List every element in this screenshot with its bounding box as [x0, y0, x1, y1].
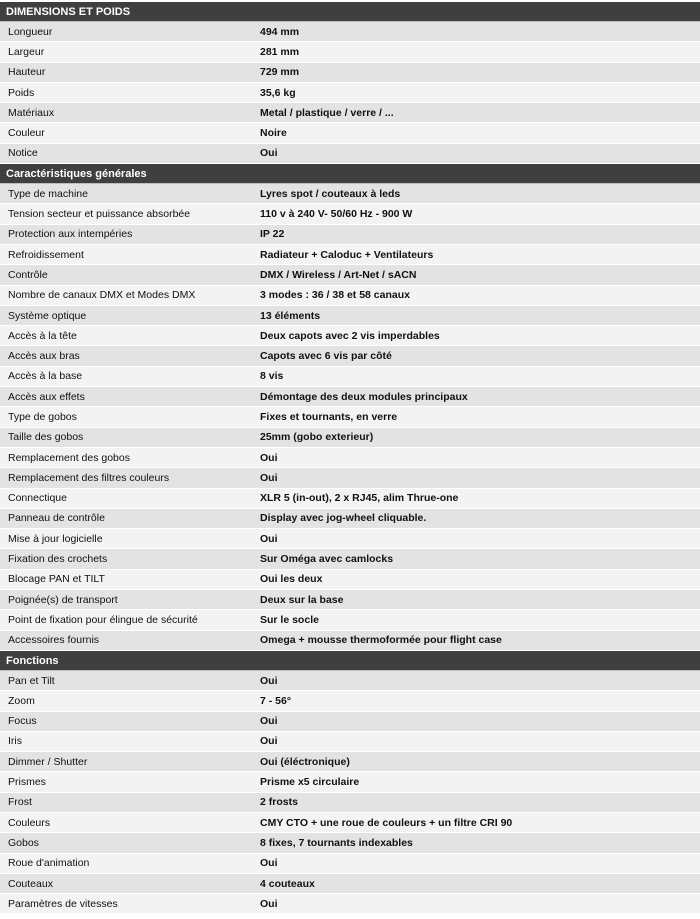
spec-label: Nombre de canaux DMX et Modes DMX [8, 289, 196, 302]
spec-row [0, 529, 700, 549]
spec-value: 13 éléments [260, 309, 321, 322]
spec-value: Deux capots avec 2 vis imperdables [260, 329, 440, 342]
spec-label: Frost [8, 796, 32, 809]
spec-row [0, 42, 700, 62]
spec-row [0, 854, 700, 874]
spec-label: Tension secteur et puissance absorbée [8, 208, 191, 221]
spec-row [0, 225, 700, 245]
spec-row [0, 691, 700, 711]
spec-value: Prisme x5 circulaire [260, 776, 360, 789]
spec-label: Matériaux [8, 106, 55, 119]
spec-label: Zoom [8, 694, 35, 707]
spec-row [0, 752, 700, 772]
spec-row [0, 813, 700, 833]
spec-label: Poignée(s) de transport [8, 593, 118, 606]
section-header: DIMENSIONS ET POIDS [0, 2, 700, 22]
spec-value: Radiateur + Caloduc + Ventilateurs [260, 248, 434, 261]
spec-value: XLR 5 (in-out), 2 x RJ45, alim Thrue-one [260, 492, 459, 505]
spec-value: Omega + mousse thermoformée pour flight case [260, 634, 502, 647]
spec-row [0, 123, 700, 143]
spec-row [0, 833, 700, 853]
spec-value: Oui [260, 735, 278, 748]
spec-value: Noire [260, 127, 287, 140]
spec-label: Remplacement des filtres couleurs [8, 471, 170, 484]
spec-label: Accessoires fournis [8, 634, 100, 647]
spec-row [0, 509, 700, 529]
spec-label: Accès aux bras [8, 350, 80, 363]
spec-row [0, 144, 700, 164]
spec-value: Lyres spot / couteaux à leds [260, 187, 401, 200]
spec-row [0, 367, 700, 387]
spec-row [0, 793, 700, 813]
spec-value: Oui [260, 715, 278, 728]
spec-table [0, 2, 700, 914]
spec-value: 729 mm [260, 66, 300, 79]
spec-row [0, 590, 700, 610]
spec-value: 494 mm [260, 25, 300, 38]
spec-label: Couleurs [8, 816, 51, 829]
section-header: Fonctions [0, 651, 700, 671]
section-header: Caractéristiques générales [0, 164, 700, 184]
spec-row [0, 468, 700, 488]
spec-row [0, 407, 700, 427]
spec-value: 7 - 56° [260, 694, 292, 707]
spec-value: 8 fixes, 7 tournants indexables [260, 836, 413, 849]
spec-value: 8 vis [260, 370, 284, 383]
spec-label: Type de gobos [8, 410, 77, 423]
spec-label: Contrôle [8, 268, 48, 281]
spec-value: Oui [260, 674, 278, 687]
spec-row [0, 265, 700, 285]
spec-value: Metal / plastique / verre / ... [260, 106, 394, 119]
spec-row [0, 326, 700, 346]
spec-label: Dimmer / Shutter [8, 755, 88, 768]
spec-row [0, 63, 700, 83]
spec-value: Démontage des deux modules principaux [260, 390, 468, 403]
spec-row [0, 732, 700, 752]
spec-row [0, 204, 700, 224]
spec-row [0, 448, 700, 468]
spec-label: Couleur [8, 127, 45, 140]
spec-label: Couteaux [8, 877, 53, 890]
spec-label: Système optique [8, 309, 87, 322]
spec-label: Roue d'animation [8, 857, 90, 870]
spec-label: Pan et Tilt [8, 674, 55, 687]
spec-label: Blocage PAN et TILT [8, 573, 105, 586]
spec-label: Remplacement des gobos [8, 451, 130, 464]
spec-value: Oui (éléctronique) [260, 755, 350, 768]
spec-label: Accès à la base [8, 370, 83, 383]
spec-label: Connectique [8, 492, 67, 505]
spec-row [0, 286, 700, 306]
spec-value: 281 mm [260, 45, 300, 58]
spec-value: Sur le socle [260, 613, 319, 626]
spec-label: Notice [8, 147, 38, 160]
spec-row [0, 631, 700, 651]
spec-value: Fixes et tournants, en verre [260, 410, 398, 423]
spec-label: Paramètres de vitesses [8, 897, 118, 910]
spec-value: Oui [260, 147, 278, 160]
spec-row [0, 346, 700, 366]
spec-row [0, 570, 700, 590]
spec-label: Protection aux intempéries [8, 228, 133, 241]
spec-label: Hauteur [8, 66, 46, 79]
spec-value: Oui [260, 857, 278, 870]
spec-label: Largeur [8, 45, 45, 58]
spec-row [0, 428, 700, 448]
spec-label: Point de fixation pour élingue de sécurité [8, 613, 198, 626]
spec-value: DMX / Wireless / Art-Net / sACN [260, 268, 417, 281]
spec-label: Longueur [8, 25, 53, 38]
spec-value: 4 couteaux [260, 877, 315, 890]
spec-row [0, 83, 700, 103]
spec-row [0, 22, 700, 42]
spec-value: CMY CTO + une roue de couleurs + un filtre CRI 90 [260, 816, 513, 829]
spec-value: 35,6 kg [260, 86, 296, 99]
spec-label: Prismes [8, 776, 46, 789]
spec-value: 3 modes : 36 / 38 et 58 canaux [260, 289, 410, 302]
spec-value: Oui [260, 897, 278, 910]
spec-row [0, 894, 700, 914]
spec-value: Oui [260, 471, 278, 484]
spec-value: Deux sur la base [260, 593, 344, 606]
spec-row [0, 874, 700, 894]
spec-value: 25mm (gobo exterieur) [260, 431, 374, 444]
spec-row [0, 103, 700, 123]
spec-row [0, 306, 700, 326]
spec-value: 110 v à 240 V- 50/60 Hz - 900 W [260, 208, 413, 221]
spec-value: Oui [260, 451, 278, 464]
spec-label: Focus [8, 715, 37, 728]
spec-value: Oui les deux [260, 573, 323, 586]
spec-label: Taille des gobos [8, 431, 84, 444]
spec-label: Refroidissement [8, 248, 84, 261]
spec-label: Mise à jour logicielle [8, 532, 103, 545]
spec-value: IP 22 [260, 228, 285, 241]
spec-label: Type de machine [8, 187, 88, 200]
spec-row [0, 772, 700, 792]
spec-row [0, 245, 700, 265]
spec-value: Oui [260, 532, 278, 545]
spec-row [0, 610, 700, 630]
spec-label: Panneau de contrôle [8, 512, 105, 525]
spec-label: Iris [8, 735, 22, 748]
spec-label: Fixation des crochets [8, 553, 108, 566]
spec-label: Gobos [8, 836, 39, 849]
spec-value: Capots avec 6 vis par côté [260, 350, 392, 363]
spec-label: Accès à la tête [8, 329, 77, 342]
spec-row [0, 387, 700, 407]
spec-row [0, 489, 700, 509]
spec-value: Sur Oméga avec camlocks [260, 553, 394, 566]
spec-row [0, 549, 700, 569]
spec-row [0, 712, 700, 732]
spec-value: Display avec jog-wheel cliquable. [260, 512, 427, 525]
spec-value: 2 frosts [260, 796, 298, 809]
spec-row [0, 671, 700, 691]
spec-row [0, 184, 700, 204]
spec-label: Accès aux effets [8, 390, 85, 403]
spec-label: Poids [8, 86, 35, 99]
